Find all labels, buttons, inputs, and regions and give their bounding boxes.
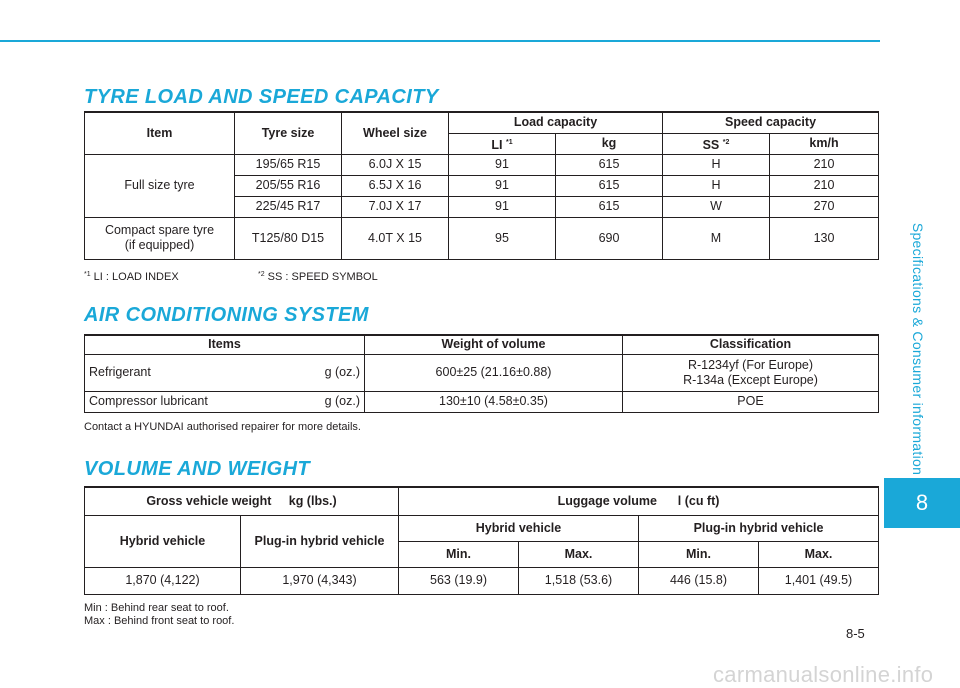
tyre-header-load-capacity: Load capacity <box>449 112 663 133</box>
table-cell: 1,518 (53.6) <box>519 567 639 594</box>
table-cell: 7.0J X 17 <box>342 196 449 217</box>
gross-plugin-header: Plug-in hybrid vehicle <box>241 515 399 567</box>
table-cell: T125/80 D15 <box>235 217 342 259</box>
luggage-volume-unit: l (cu ft) <box>677 493 720 508</box>
tyre-header-kg: kg <box>556 133 663 154</box>
table-cell: 205/55 R16 <box>235 175 342 196</box>
chapter-side-title-text: Specifications & Consumer information <box>910 222 927 476</box>
luggage-hybrid-header: Hybrid vehicle <box>399 515 639 541</box>
tyre-header-speed-capacity: Speed capacity <box>663 112 879 133</box>
table-cell: 225/45 R17 <box>235 196 342 217</box>
volume-section-title: VOLUME AND WEIGHT <box>84 458 311 480</box>
chapter-tab[interactable]: 8 <box>884 478 960 528</box>
luggage-volume-header <box>399 487 879 515</box>
compact-line-1: Compact spare tyre <box>104 223 215 237</box>
table-cell: 446 (15.8) <box>639 567 759 594</box>
plugin-max-header: Max. <box>759 541 879 567</box>
volume-note-max: Max : Behind front seat to roof. <box>84 615 235 627</box>
table-cell: 4.0T X 15 <box>342 217 449 259</box>
tyre-footnote-2 <box>258 268 378 284</box>
li-footnote-mark: *1 <box>505 138 513 146</box>
table-row <box>85 217 879 259</box>
gross-weight-unit: kg (lbs.) <box>288 493 337 508</box>
table-cell: POE <box>623 391 879 412</box>
table-cell: 91 <box>449 196 556 217</box>
ac-header-weight: Weight of volume <box>365 335 623 354</box>
compact-line-2: (if equipped) <box>124 238 195 252</box>
watermark-text: carmanualsonline.info <box>713 662 934 687</box>
table-cell: 6.0J X 15 <box>342 154 449 175</box>
page-number: 8-5 <box>846 626 865 641</box>
tyre-header-wheel-size: Wheel size <box>342 112 449 154</box>
table-cell: 91 <box>449 154 556 175</box>
ac-header-items: Items <box>85 335 365 354</box>
gross-hybrid-header: Hybrid vehicle <box>85 515 241 567</box>
table-row <box>85 154 879 175</box>
ss-footnote-mark: *2 <box>722 138 730 146</box>
table-cell: 690 <box>556 217 663 259</box>
table-row <box>85 391 879 412</box>
ac-item-label: Refrigerant <box>89 365 151 379</box>
table-cell: 210 <box>770 154 879 175</box>
table-row <box>85 354 879 391</box>
footnote-mark: *2 <box>258 271 265 278</box>
tyre-header-tyre-size: Tyre size <box>235 112 342 154</box>
tyre-footnote-1 <box>84 268 179 284</box>
table-cell: 210 <box>770 175 879 196</box>
table-cell: 195/65 R15 <box>235 154 342 175</box>
hybrid-min-header: Min. <box>399 541 519 567</box>
volume-weight-table <box>84 486 879 595</box>
ac-item-refrigerant <box>85 354 365 391</box>
gross-weight-header <box>85 487 399 515</box>
table-cell: 95 <box>449 217 556 259</box>
ac-note: Contact a HYUNDAI authorised repairer for more details. <box>84 421 361 433</box>
ac-item-unit: g (oz.) <box>324 365 360 379</box>
tyre-header-ss <box>663 133 770 154</box>
table-cell: 130 <box>770 217 879 259</box>
tyre-group-compact <box>85 217 235 259</box>
gross-weight-label: Gross vehicle weight <box>146 493 272 508</box>
ac-header-classification: Classification <box>623 335 879 354</box>
ac-item-lubricant <box>85 391 365 412</box>
classification-line: R-134a (Except Europe) <box>683 372 818 387</box>
table-cell: 6.5J X 16 <box>342 175 449 196</box>
tyre-header-li <box>449 133 556 154</box>
table-row <box>85 567 879 594</box>
ac-section-title: AIR CONDITIONING SYSTEM <box>84 304 369 326</box>
table-cell: 130±10 (4.58±0.35) <box>365 391 623 412</box>
ac-table <box>84 334 879 413</box>
luggage-volume-label: Luggage volume <box>557 493 657 508</box>
tyre-header-item: Item <box>85 112 235 154</box>
ac-item-label: Compressor lubricant <box>89 394 208 408</box>
hybrid-max-header: Max. <box>519 541 639 567</box>
table-cell: 615 <box>556 154 663 175</box>
table-cell: 1,970 (4,343) <box>241 567 399 594</box>
table-cell: H <box>663 154 770 175</box>
table-cell: 270 <box>770 196 879 217</box>
tyre-header-kmh: km/h <box>770 133 879 154</box>
table-cell: 91 <box>449 175 556 196</box>
chapter-side-title <box>898 224 938 474</box>
tyre-group-full-size: Full size tyre <box>85 154 235 217</box>
footnote-mark: *1 <box>84 271 91 278</box>
plugin-min-header: Min. <box>639 541 759 567</box>
table-cell: 1,870 (4,122) <box>85 567 241 594</box>
header-rule <box>0 40 880 42</box>
table-cell: H <box>663 175 770 196</box>
ss-label: SS <box>702 137 720 152</box>
luggage-plugin-header: Plug-in hybrid vehicle <box>639 515 879 541</box>
li-label: LI <box>491 137 503 152</box>
table-cell: 563 (19.9) <box>399 567 519 594</box>
table-cell: 615 <box>556 196 663 217</box>
ac-classification-refrigerant <box>623 354 879 391</box>
table-cell: 1,401 (49.5) <box>759 567 879 594</box>
table-cell: 615 <box>556 175 663 196</box>
table-cell: M <box>663 217 770 259</box>
volume-note-min: Min : Behind rear seat to roof. <box>84 602 229 614</box>
ac-item-unit: g (oz.) <box>324 394 360 408</box>
classification-line: R-1234yf (For Europe) <box>687 357 814 372</box>
table-cell: W <box>663 196 770 217</box>
footnote-text: LI : LOAD INDEX <box>90 271 179 283</box>
tyre-section-title: TYRE LOAD AND SPEED CAPACITY <box>84 86 439 108</box>
table-cell: 600±25 (21.16±0.88) <box>365 354 623 391</box>
footnote-text: SS : SPEED SYMBOL <box>264 271 378 283</box>
tyre-table <box>84 111 879 260</box>
